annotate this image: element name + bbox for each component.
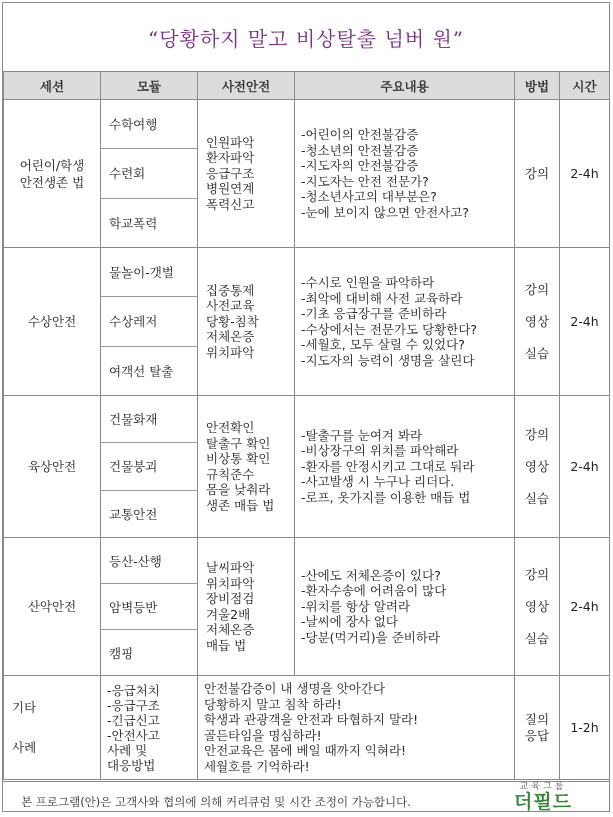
pre-safety-cell: 집중통제 사전교육 당황-침착 저체온증 위치파악: [198, 248, 295, 396]
time-cell: 2-4h: [560, 538, 610, 676]
case-content-cell: 안전불감증이 내 생명을 앗아간다 당황하지 말고 침착 하라! 학생과 관광객을 안전과 타협하지 말라! 골든타임을 명심하라! 안전교육은 몸에 베일 때까지 익혀라! 세월호를 기억하라!: [198, 676, 515, 780]
pre-safety-cell: 안전확인 탈출구 확인 비상통 확인 규칙준수 몸을 낮춰라 생존 매듭 법: [198, 396, 295, 538]
module-item: 건물붕괴: [101, 443, 197, 490]
footer: [3, 781, 609, 811]
method-cell: 강의: [515, 100, 560, 248]
brand-logo: [503, 782, 583, 812]
program-table: [3, 71, 610, 780]
module-item: 수련회: [101, 149, 197, 198]
table-row: [4, 396, 610, 538]
page-title: “당황하지 말고 비상탈출 넘버 원”: [147, 26, 465, 51]
time-cell: 2-4h: [560, 396, 610, 538]
logo-wordmark: 더필드: [513, 791, 573, 813]
header-module: 모듈: [101, 72, 198, 100]
module-cell: -응급처치 -응급구조 -긴급신고 -안전사고 사례 및 대응방법: [101, 676, 198, 780]
module-item: 여객선 탈출: [109, 363, 174, 379]
module-item: 수학여행: [101, 100, 197, 149]
pre-safety-cell: 날씨파악 위치파악 장비점검 겨울2배 저체온증 매듭 법: [198, 538, 295, 676]
module-item: 캠핑: [109, 645, 134, 661]
header-content: 주요내용: [295, 72, 515, 100]
table-header-row: [4, 72, 610, 100]
session-cell: 수상안전: [4, 248, 101, 396]
module-cell: [101, 538, 198, 676]
table-row: [4, 676, 610, 780]
module-cell: [101, 248, 198, 396]
table-row: [4, 538, 610, 676]
module-item: 물놀이-갯벌: [101, 248, 197, 297]
header-time: 시간: [560, 72, 610, 100]
table-row: [4, 100, 610, 248]
content-cell: -산에도 저체온증이 있다? -환자수송에 어려움이 많다 -위치를 항상 알려라 -날씨에 장사 없다 -당분(먹거리)을 준비하라: [295, 538, 515, 676]
module-item: 교통안전: [109, 506, 158, 522]
header-pre-safety: 사전안전: [198, 72, 295, 100]
time-cell: 2-4h: [560, 100, 610, 248]
module-item: 건물화재: [101, 396, 197, 443]
table-row: [4, 248, 610, 396]
header-method: 방법: [515, 72, 560, 100]
method-cell: 강의 영상 실습: [515, 248, 560, 396]
session-cell: 산악안전: [4, 538, 101, 676]
session-cell: 기타 사례: [4, 676, 101, 780]
module-item: 등산-산행: [101, 538, 197, 584]
module-item: 수상레저: [101, 297, 197, 346]
module-item: 학교폭력: [109, 215, 158, 231]
footer-note: 본 프로그램(안)은 고객사와 협의에 의해 커리큐럼 및 시간 조정이 가능합니다.: [21, 795, 411, 809]
time-cell: 2-4h: [560, 248, 610, 396]
method-cell: 강의 영상 실습: [515, 538, 560, 676]
module-item: 암벽등반: [101, 584, 197, 630]
header-session: 세션: [4, 72, 101, 100]
method-cell: 강의 영상 실습: [515, 396, 560, 538]
content-cell: -탈출구를 눈여겨 봐라 -비상장구의 위치를 파악해라 -환자를 안정시키고 그대로 둬라 -사고발생 시 누구나 리더다. -로프, 옷가지를 이용한 매듭 법: [295, 396, 515, 538]
method-cell: 질의 응답: [515, 676, 560, 780]
session-cell: 육상안전: [4, 396, 101, 538]
session-cell: 어린이/학생 안전생존 법: [4, 100, 101, 248]
page-frame: [2, 2, 610, 812]
content-cell: -어린이의 안전불감증 -청소년의 안전불감증 -지도자의 안전불감증 -지도자는 안전 전문가? -청소년사고의 대부분은? -눈에 보이지 않으면 안전사고?: [295, 100, 515, 248]
time-cell: 1-2h: [560, 676, 610, 780]
content-cell: -수시로 인원을 파악하라 -최악에 대비해 사전 교육하라 -기초 응급장구를 준비하라 -수상에서는 전문가도 당황한다? -세월호, 모두 살릴 수 있었다? -지도자의 능력이 생명을 살린다: [295, 248, 515, 396]
module-cell: [101, 396, 198, 538]
module-cell: [101, 100, 198, 248]
pre-safety-cell: 인원파악 환자파악 응급구조 병원연계 폭력신고: [198, 100, 295, 248]
logo-subtitle: 교육그룹: [519, 782, 567, 792]
